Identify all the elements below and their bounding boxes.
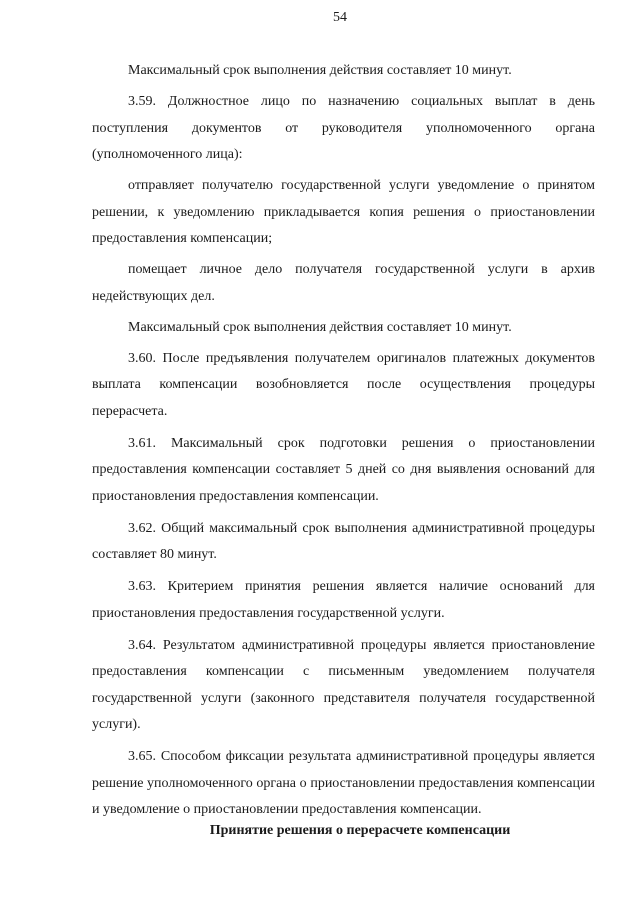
- paragraph-3-63: 3.63. Критерием принятия решения является наличие оснований для приостановления предоставления государственной услуги.: [92, 579, 595, 621]
- paragraph-3-60: 3.60. После предъявления получателем оригиналов платежных документов выплата компенсации возобновляется после осуществления процедуры перерасчета.: [92, 350, 595, 419]
- paragraph-send-notification: отправляет получателю государственной услуги уведомление о принятом решении, к уведомлению прикладывается копия решения о приостановлении предоставления компенсации;: [92, 178, 595, 246]
- paragraph-time-limit-1: Максимальный срок выполнения действия составляет 10 минут.: [128, 63, 512, 78]
- paragraph-time-limit-2: Максимальный срок выполнения действия составляет 10 минут.: [128, 319, 512, 335]
- paragraph-3-62: 3.62. Общий максимальный срок выполнения административной процедуры составляет 80 минут.: [92, 520, 595, 562]
- paragraph-3-61: 3.61. Максимальный срок подготовки решения о приостановлении предоставления компенсации составляет 5 дней со дня выявления оснований для приостановления предоставления компенсации.: [92, 435, 595, 504]
- section-heading: Принятие решения о перерасчете компенсации: [209, 823, 511, 838]
- paragraph-3-65: 3.65. Способом фиксации результата административной процедуры является решение уполномоченного органа о приостановлении предоставления компенсации и уведомление о приостановлении предоставления компенсации.: [92, 749, 595, 817]
- paragraph-3-64: 3.64. Результатом административной процедуры является приостановление предоставления компенсации с письменным уведомлением получателя государственной услуги (законного представителя получателя государственной услуги).: [92, 637, 595, 732]
- page-number: 54: [333, 10, 347, 25]
- paragraph-archive-file: помещает личное дело получателя государственной услуги в архив недействующих дел.: [92, 262, 595, 304]
- paragraph-3-59: 3.59. Должностное лицо по назначению социальных выплат в день поступления документов от руководителя уполномоченного органа (уполномоченного лица):: [92, 94, 595, 162]
- document-body: [92, 58, 595, 829]
